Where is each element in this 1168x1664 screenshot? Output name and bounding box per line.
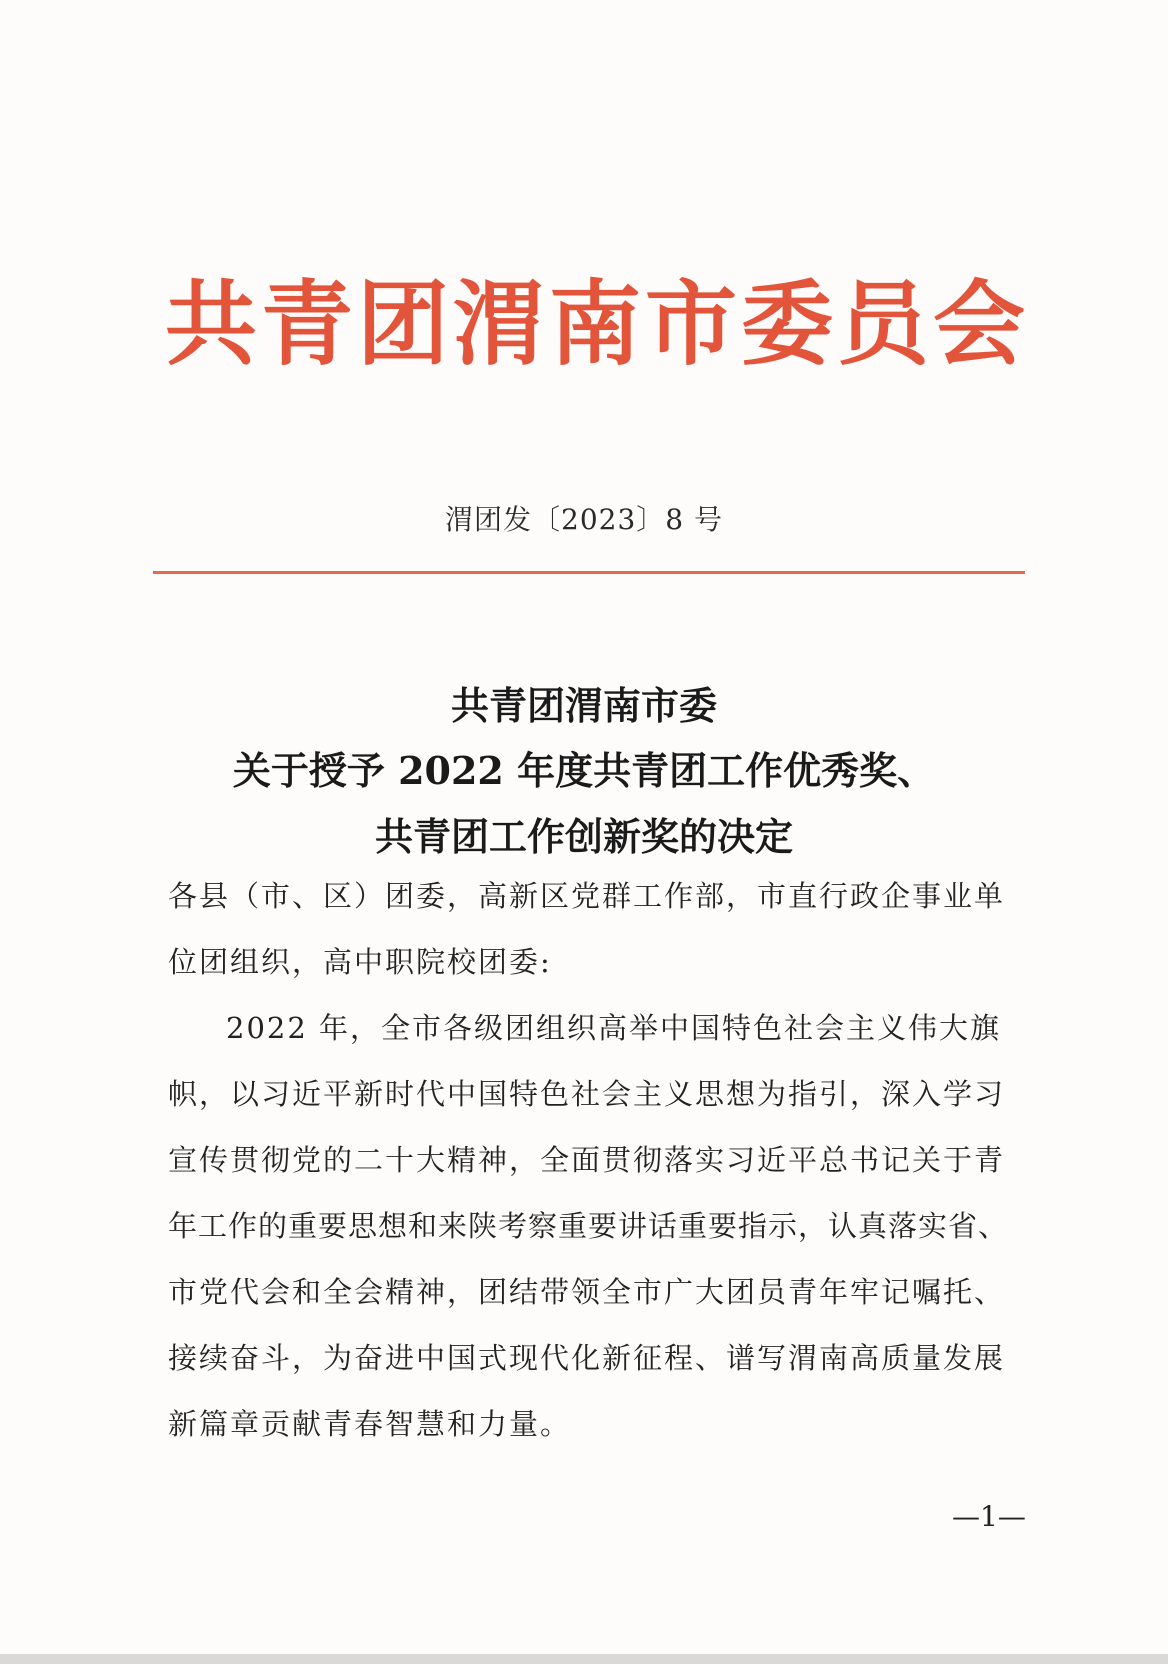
body-line: 位团组织，高中职院校团委: [168, 945, 552, 979]
red-divider-rule [153, 571, 1025, 574]
title-line-2: 关于授予 2022 年度共青团工作优秀奖、 [232, 748, 936, 793]
document-number: 渭团发〔2023〕8 号 [445, 503, 723, 536]
body-line: 宣传贯彻党的二十大精神，全面贯彻落实习近平总书记关于青 [168, 1143, 1006, 1177]
body-line: 接续奋斗，为奋进中国式现代化新征程、谱写渭南高质量发展 [168, 1341, 1006, 1375]
title-line-1: 共青团渭南市委 [450, 683, 717, 728]
letterhead-title: 共青团渭南市委员会 [165, 270, 1030, 378]
body-line: 2022 年，全市各级团组织高举中国特色社会主义伟大旗 [226, 1011, 1002, 1045]
body-line: 年工作的重要思想和来陕考察重要讲话重要指示，认真落实省、 [168, 1209, 1009, 1243]
body-line: 新篇章贡献青春智慧和力量。 [168, 1407, 572, 1441]
body-line: 各县（市、区）团委，高新区党群工作部，市直行政企事业单 [168, 879, 1006, 913]
title-line-3: 共青团工作创新奖的决定 [374, 814, 793, 859]
body-line: 市党代会和全会精神，团结带领全市广大团员青年牢记嘱托、 [168, 1275, 1006, 1309]
bottom-edge-strip [0, 1654, 1168, 1664]
body-line: 帜，以习近平新时代中国特色社会主义思想为指引，深入学习 [168, 1077, 1006, 1111]
page-number: —1— [952, 1500, 1026, 1533]
